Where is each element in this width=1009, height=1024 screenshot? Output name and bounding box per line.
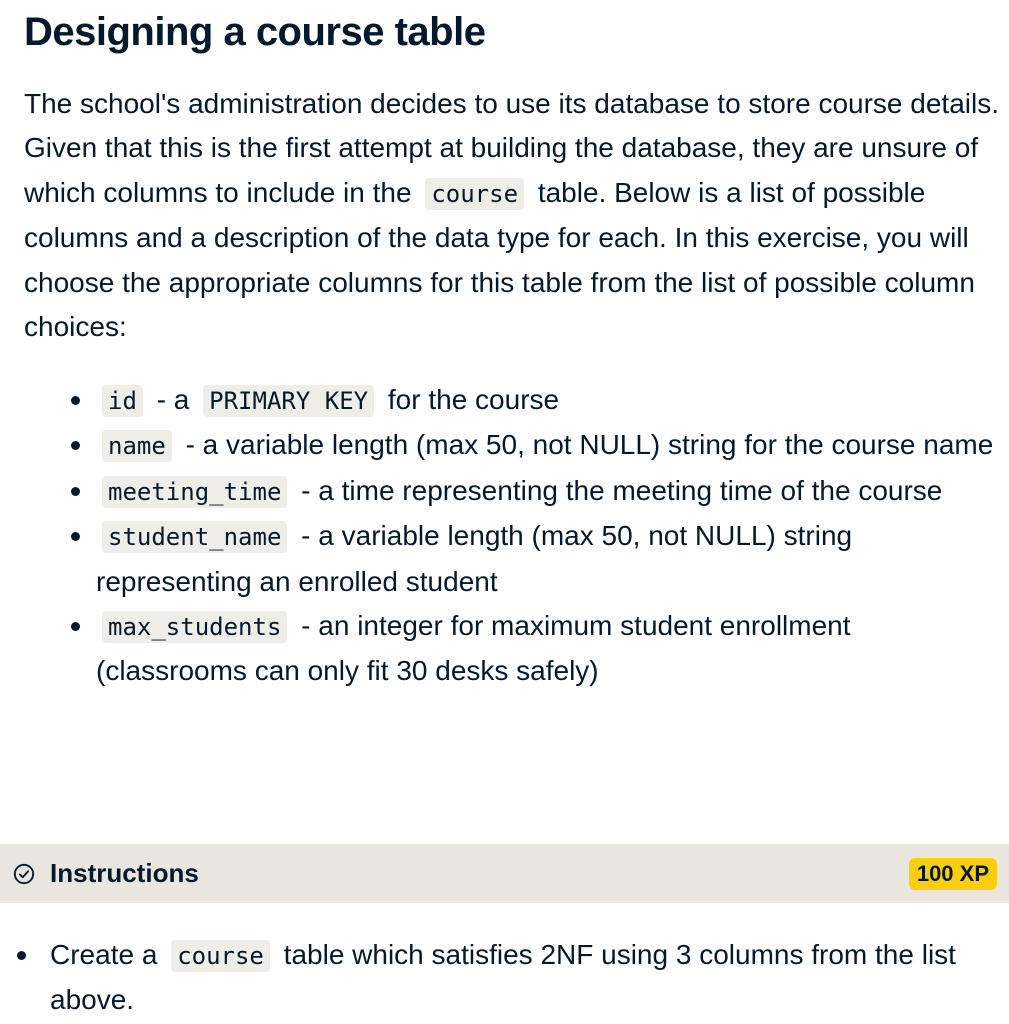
exercise-title: Designing a course table [24, 10, 486, 54]
column-text: - a variable length (max 50, not NULL) string representing an enrolled student [96, 520, 853, 597]
inline-code-max-students: max_students [102, 611, 287, 643]
inline-code-id: id [102, 385, 143, 417]
inline-code-course: course [425, 178, 524, 210]
inline-code-course: course [171, 940, 270, 972]
column-text: for the course [387, 384, 560, 415]
instructions-task-list [0, 933, 1000, 1023]
task-text-after: table which satisfies 2NF using 3 columns from the list above. [50, 939, 956, 1016]
column-text: - a variable length (max 50, not NULL) string for the course name [185, 429, 994, 461]
task-text-before: Create a [50, 939, 158, 970]
inline-code-primary-key: PRIMARY KEY [203, 385, 374, 417]
column-choice-name [24, 423, 999, 468]
inline-code-meeting-time: meeting_time [102, 476, 287, 508]
intro-text-before: The school's administration decides to use its database to store course details. Given that this is the first attempt at building the database, they are unsure of which columns to include in the [24, 88, 999, 208]
exercise-intro [24, 82, 999, 349]
column-text: - an integer for maximum student enrollment (classrooms can only fit 30 desks safely) [96, 610, 851, 687]
column-text: - a time representing the meeting time of the course [301, 474, 943, 506]
column-choices-list [24, 378, 999, 694]
check-circle-icon [13, 863, 35, 885]
column-choice-id [24, 378, 999, 423]
column-choice-meeting-time [24, 469, 999, 514]
instruction-task [0, 933, 1000, 1023]
instructions-label: Instructions [50, 858, 199, 888]
inline-code-name: name [102, 430, 172, 462]
inline-code-student-name: student_name [102, 521, 287, 553]
intro-text-after: table. Below is a list of possible columns and a description of the data type for each. In this exercise, you will choose the appropriate columns for this table from the list of possible column choices: [24, 176, 975, 343]
instructions-header[interactable] [0, 844, 1009, 903]
column-text: - a [156, 384, 190, 415]
xp-badge: 100 XP [909, 858, 997, 890]
column-choice-student-name [24, 514, 999, 604]
column-choice-max-students [24, 604, 999, 694]
